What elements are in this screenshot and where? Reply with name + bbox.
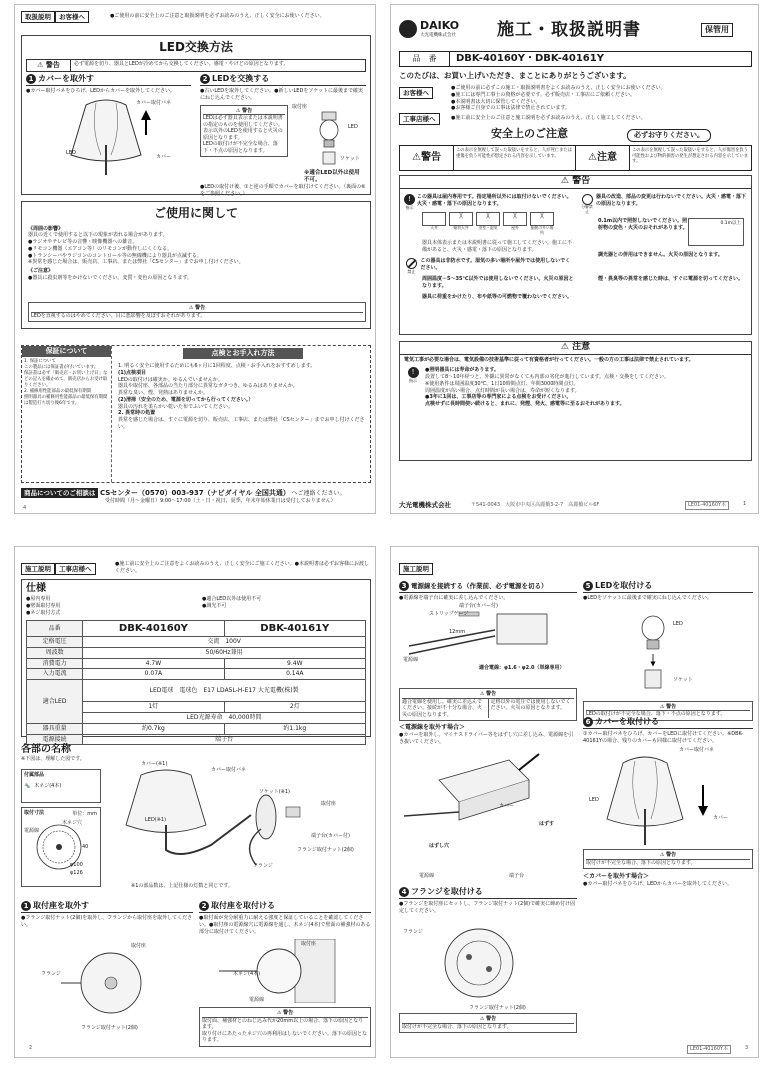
label-part-spring: カバー取付バネ (211, 767, 247, 773)
p2-step1-label-flange: フランジ (41, 971, 61, 977)
cover-remove-title: ＜カバーを取外す場合＞ (583, 873, 650, 881)
parts-title: 各部の名称 (21, 744, 71, 755)
logo-sub: 大光電機株式会社 (420, 33, 456, 39)
cover-remove-text: ●カバー取付バネをひろげ、LEDからカバーを取外してください。 (583, 881, 732, 888)
cs-after: へご連絡ください。 (291, 490, 346, 497)
warn-item-7: 煙・異臭等の異常を感じた時は、すぐに電源を切ってください。 (598, 276, 744, 282)
chui-item-2-title: ●照明器具には寿命があります。 (425, 367, 499, 374)
spec-cell: 約0.7kg (83, 723, 224, 734)
chui-line-2: ※使用条件は周囲温度30℃、1日10時間点灯、年間3000時間点灯。 (425, 380, 579, 387)
spec-row (27, 669, 366, 680)
spec-cell: 0.07A (83, 669, 224, 680)
step-6-warning (583, 849, 753, 869)
label-flange: フランジ (403, 929, 423, 935)
label-flange-nut: フランジ取付ナット(2個) (469, 1005, 526, 1011)
maintenance-item-8: 2. 異常時の処置 (118, 410, 156, 417)
chui-item-1: 電気工事が必要な場合は、電気設備の技術基準に従って有資格者が行ってください。一般の方の工事は法律で禁止されています。 (404, 356, 694, 363)
customer-note-2: ●施工には専門工事士の資格が必要です。必ず販売店・工事店にご依頼ください。 (451, 91, 635, 98)
spec-cell: 電源接続 (27, 734, 83, 745)
cs-contact (21, 489, 371, 505)
step-1-base-remove (21, 901, 193, 1031)
step-2-warning-item-1: LEDは必ず器具表示または本説明書の指定のものを使用してください。表示以外のLEDを使用すると火災の原因となります。 (203, 115, 284, 141)
label-step5-socket: ソケット (673, 677, 693, 683)
safety-title: 安全上のご注意 (491, 127, 568, 140)
label-remove-cover: カバー (499, 803, 515, 809)
tag-contractor: 工事店様へ (55, 563, 96, 575)
usage-heading-2: 《ご注意》 (28, 268, 54, 275)
place-vibration-icon: ╳ 振動の多い場所 (530, 213, 554, 236)
base-remove-illustration (21, 935, 181, 1025)
step-2-title: 2 LEDを交換する (200, 74, 366, 86)
dim-screw-label: 木ネジ穴 (62, 820, 83, 826)
usage-body (28, 226, 364, 282)
label-part-base: 取付座 (321, 801, 337, 807)
accessories-box (21, 769, 101, 803)
cs-label: 商品についてのご相談は (21, 488, 98, 498)
guarantee-body (22, 357, 111, 409)
accessory-label: 木ネジ(4本) (34, 782, 62, 789)
maintenance-title: 点検とお手入れ方法 (183, 348, 303, 359)
header-note: ●ご使用の前に安全上のご注意と取扱説明を必ずお読みのうえ、正しく安全にお使いください。 (110, 13, 325, 19)
dim-wire-label: 電源線 (24, 828, 40, 834)
spec-cell: 2灯 (224, 702, 365, 713)
p2-step2-label-wire: 電源線 (249, 997, 265, 1003)
step-6-text: ①カバー取付バネをひろげ、カバーをLEDに取付けてください。※DBK-40161Yの場合、残りのカバーも同様に取付けてください。 (583, 731, 744, 745)
spec-cell: 器具重量 (27, 723, 83, 734)
warning-banner (26, 59, 366, 72)
p2-step-2-warning (199, 1007, 371, 1047)
spec-right-1: ●適合LED以外は使用不可 (202, 596, 262, 602)
place-ceiling-icon: 天井 (422, 212, 446, 236)
step-3-text: ●電源線を端子台に確実に差し込んでください。 (399, 595, 509, 601)
forbid-icon: 禁止 (404, 258, 418, 274)
parts-footnote: ※1の部品数は、上記仕様の灯数と同じです。 (131, 883, 233, 889)
step-5-warning-text: LEDの取付けが不完全な場合、落下・不点の原因となります。 (586, 711, 726, 718)
label-led-2: LED (348, 124, 358, 130)
spec-cell: LED光源寿命 40,000時間 (83, 712, 366, 723)
step-2-after: ●LEDの取付け後、①と逆の手順でカバーを取付けてください。（裏面の⑥をご参照ください。） (200, 184, 366, 197)
spec-left-3: ●ネジ取付方式 (26, 609, 61, 616)
spec-cell: 約1.1kg (224, 723, 365, 734)
maintenance-item-4: 器具や取付座、各部品の当たり部分に異常なガタつき、ゆるみはありませんか。 (118, 383, 298, 390)
contractor-note: ●施工前に安全上のご注意と施工説明を必ずお読みのうえ、正しく施工してください。 (451, 115, 646, 121)
dim-d2: φ126 (70, 870, 83, 876)
keep-badge: 保管用 (701, 23, 733, 37)
maintenance-column (116, 346, 370, 433)
guarantee-item-2: この製品には保証書が付いています。 (24, 365, 99, 371)
warn-item-2 (580, 194, 748, 215)
step-4-warning-label: ⚠ 警告 (402, 1016, 574, 1024)
page-4 (14, 4, 376, 514)
label-terminal: 端子台(カバー付) (459, 603, 498, 609)
logo-text: DAIKO (420, 19, 460, 32)
remove-title: ＜電源線を取外す場合＞ (399, 724, 466, 732)
maintenance-item-7: 器具の汚れを柔らかい乾いた布でふいてください。 (118, 403, 234, 410)
maintenance-item-6: (2)清掃（安全のため、電源を切ってから行ってください。） (118, 396, 254, 403)
cover-removal-illustration (46, 95, 166, 175)
step-3-warning-a: 適合電線を使用し、確実に差込んでください。接続が不十分な場合、火災の原因となります。 (402, 699, 489, 719)
place-icons (422, 212, 574, 236)
guarantee-title: 保証について (22, 346, 111, 357)
chui-item-2-body (422, 367, 669, 408)
usage-heading-1: 《周囲の影響》 (28, 225, 64, 232)
led-install-illustration (583, 606, 743, 696)
usage-line-1: 器具の近くで使用すると以下の現象が表れる場合があります。 (28, 232, 168, 239)
tag-usage: 取扱説明 (21, 11, 55, 23)
accessory-item (24, 783, 98, 790)
step-5-title: 5 LEDを取付ける (583, 581, 753, 593)
spec-row (27, 723, 366, 734)
remove-text: ●カバーを取外し、マイナスドライバー等をはずし穴に差し込み、電源線を引き抜いてください。 (399, 732, 574, 745)
step-2 (200, 74, 366, 197)
maintenance-item-3: LEDの取付けは確実か。ゆるんでいませんか。 (118, 376, 223, 383)
step-3-title: 3 電源線を接続する（作業前、必ず電源を切る） (399, 581, 577, 593)
parts-section (21, 743, 371, 895)
p2-step-1-title: 1 取付座を取外す (21, 901, 193, 913)
warning-text: 必ず電源を切り、器具とLEDが冷めてから交換してください。感電・やけどの原因となります。 (74, 60, 289, 67)
p2-step2-warning-label: ⚠ 警告 (202, 1010, 368, 1018)
spec-cell: DBK-40160Y (83, 621, 224, 637)
label-remove-terminal: 端子台 (509, 873, 525, 879)
chui-line-3: 周囲温度が高い場合、点灯時間が長い場合は、寿命が短くなります。 (425, 387, 580, 394)
spec-right-2: ●調光不可 (202, 602, 227, 609)
spec-cell: LED電球 電球色 E17 LDA5L-H-E17 大光電機(株)製 (83, 680, 366, 702)
step-1 (26, 74, 191, 178)
usage-warning-label: ⚠ 警告 (31, 305, 363, 313)
spec-left-2: ●壁面取付専用 (26, 602, 61, 609)
warn-item-1 (404, 194, 574, 236)
footer-address: 〒541-0043 大阪市中央区高麗橋3-2-7 高麗橋ビル6F (471, 502, 600, 508)
step-5-text: ●LEDをソケットに最後まで確実にねじ込んでください。 (583, 595, 712, 602)
chui-line-4: ●3年に1回は、工事店等の専門家による点検をお受けください。 (425, 394, 572, 401)
spec-row (27, 647, 366, 658)
page-number-2: 2 (29, 1045, 33, 1051)
wire-remove-illustration (399, 750, 569, 830)
tag-install-3: 施工説明 (399, 563, 433, 575)
label-socket: ソケット (340, 156, 360, 162)
dim-d3: 40 (82, 844, 89, 850)
step-3-warning-body (402, 699, 574, 719)
cover-install-illustration (583, 749, 743, 845)
keigo-title: ⚠ 警告 (400, 176, 751, 189)
spec-cell: 0.14A (224, 669, 365, 680)
header-tags-2 (21, 563, 96, 575)
spec-left-1: ●屋内専用 (26, 596, 51, 602)
step-5-warning-label: ⚠ 警告 (586, 704, 750, 712)
tag-customer: お客様へ (55, 11, 89, 23)
no-disassemble-icon: 分解禁止 (580, 194, 594, 215)
maintenance-item-1: 1. 明るく安全に使用するためにも6ヶ月に1回程度、点検・お手入れをおすすめします。 (118, 363, 316, 370)
label-wire: 電源線 (403, 657, 419, 663)
keigo-box (399, 175, 752, 335)
spec-row (27, 637, 366, 648)
must-keep-badge: 必ずお守りください。 (627, 129, 711, 142)
usage-line-4: ●トランシーバやラジコンのコントロール等の無線機により器具が点滅する。 (28, 252, 202, 259)
def-warn-label: ⚠警告 (400, 146, 454, 170)
spec-cell: 定格電圧 (27, 637, 83, 648)
screw-icon: 🔩 (24, 782, 31, 789)
spec-row (27, 680, 366, 702)
step-4-text: ●フランジを取付座にセットし、フランジ取付ナット(2個)で確実に締め付け固定してください。 (399, 901, 576, 915)
page-number-1: 1 (743, 501, 747, 507)
p2-step2-warning-text-2: 取り付けにあたったネジ穴の再利用はしないでください。落下の原因となります。 (202, 1030, 368, 1044)
customer-note-3: ●本説明書は大切に保管してください。 (451, 98, 541, 105)
step-2-warning-item-2: LEDの取付けが不完全な場合、落下・不点の原因となります。 (203, 141, 278, 154)
must-icon: ! 指示 (405, 195, 414, 210)
chui-line-1: 設置して8～10年経つと、外観に異常がなくても内部の劣化が進行しています。点検・交換をしてください。 (425, 374, 670, 381)
base-install-illustration (199, 939, 359, 1003)
p2-step-2-title: 2 取付座を取付ける (199, 901, 371, 913)
def-caution-label: ⚠注意 (576, 146, 630, 170)
label-step6-spring: カバー取付バネ (679, 747, 715, 753)
page-number-3: 3 (745, 1045, 749, 1051)
spec-right (202, 596, 261, 610)
p2-step1-label-base: 取付座 (131, 943, 147, 949)
label-strip-gauge: ストリップゲージ (429, 611, 469, 617)
warn-item-8: 周囲温度－5～35℃以外では使用しないでください。火災の原因となります。 (422, 276, 574, 289)
label-part-cover: カバー(※1) (141, 761, 168, 767)
p2-step1-label-nut: フランジ取付ナット(2個) (81, 1025, 138, 1031)
page-1 (390, 4, 759, 514)
spec-cell: 1灯 (83, 702, 224, 713)
label-cover: カバー (156, 154, 172, 160)
warn-item-3 (598, 218, 748, 246)
customer-notes (451, 85, 751, 112)
usage-line-5: ※異常を感じた場合は、販売店、工事店、または弊社「CSセンター」までお申し付けください。 (28, 259, 244, 266)
step-4-warning-text: 取付けが不完全な場合、落下の原因となります。 (402, 1023, 512, 1030)
parts-note: ※下図は、理解した図です。 (21, 756, 85, 762)
cs-hours: 受付時間（月～金曜日）9:00～17:00（土・日・祝日、夏季、年末年始休業日は受付しておりません） (105, 498, 336, 505)
page-2 (14, 546, 376, 1058)
step-6 (583, 717, 753, 888)
flange-install-illustration (399, 919, 569, 1009)
usage-warning (28, 302, 366, 322)
tag-install: 施工説明 (21, 563, 55, 575)
spec-cell: 適合LED (27, 680, 83, 724)
place-bath-icon: ╳ 浴室・湿気 (476, 212, 500, 236)
maintenance-item-2: (1)点検項目 (118, 369, 147, 376)
header-tags (21, 11, 89, 23)
compat-note: ※適合LED以外は使用不可。 (304, 170, 360, 184)
def-caution-text: この表示を無視して誤った取扱いをすると、人が傷害を負う可能性および物的損害の発生が想定される内容を示しています。 (632, 148, 749, 165)
brand (399, 19, 459, 39)
guarantee-item-4: 2. 補修用性能部品の最低保有期間 (24, 388, 92, 394)
chui-title: ⚠ 注意 (400, 342, 751, 355)
step-6-warning-text: 取付けが不完全な場合、落下の原因となります。 (586, 859, 696, 866)
must-icon-2: ! 指示 (409, 368, 417, 384)
p2-step2-label-base: 取付座 (301, 941, 317, 947)
label-part-terminal: 端子台(カバー付) (311, 833, 350, 839)
usage-line-2: ●ラジオやテレビ等の音響・映像機器への雑音。 (28, 239, 138, 246)
step-1-title: 1 カバーを取外す (26, 74, 191, 86)
warn-item-4: 器具本体表示または本説明書に従って施工してください。施工に不備があると、火災・感電・落下の原因となります。 (422, 240, 573, 253)
spec-table (26, 620, 366, 745)
chui-line-5: 点検せずに長時間使い続けると、まれに、発煙、発火、感電等に至るおそれがあります。 (425, 401, 625, 408)
step-2-warning (200, 105, 288, 158)
spec-row-product (27, 621, 366, 637)
usage-section (21, 201, 371, 329)
label-step5-led: LED (673, 621, 683, 627)
hazard-definitions (399, 145, 752, 171)
label-step6-cover: カバー (713, 815, 729, 821)
place-slope-icon: ╳ 傾斜天井 (449, 212, 473, 236)
usage-line-3: ●リモコン機器（エアコン等）のリモコンが動作しにくくなる。 (28, 245, 173, 252)
contractor-tag: 工事店様へ (399, 113, 440, 125)
spec-cell: 交流 100V (83, 637, 366, 648)
label-led: LED (66, 150, 76, 156)
maintenance-item-5: 異常な臭い、煙、発熱はありませんか。 (118, 390, 209, 397)
fit-wire-note: 適合電線：φ1.6・φ2.0（単線専用） (479, 665, 565, 671)
warn-item-2-text: 器具の改造、部品の変更は行わないでください。火災・感電・落下の原因となります。 (596, 194, 747, 207)
distance-diagram: 0.1m以上 (688, 218, 744, 246)
page-3 (390, 546, 759, 1058)
step-3 (399, 581, 577, 879)
maintenance-item-9: 異常を感じた場合は、すぐに電源を切り、販売店、工事店、または弊社「CSセンター」までお申し付けください。 (118, 417, 365, 430)
label-part-flange: フランジ (253, 863, 273, 869)
guarantee-item-3: 保証書は必ず「販売店・お買い上げ日」などの記入を確かめて、販売店からお受け取りください。 (24, 370, 108, 388)
spec-cell: 周波数 (27, 647, 83, 658)
step-4-title: 4 フランジを取付ける (399, 887, 577, 899)
spec-cell: 9.4W (224, 658, 365, 669)
spec-cell: DBK-40161Y (224, 621, 365, 637)
step-3-warning (399, 688, 577, 721)
step-2-base-install (199, 901, 371, 1047)
spec-title: 仕様 (26, 583, 46, 594)
maintenance-body (116, 361, 370, 433)
doc-code: LE01-40160Y本 (685, 501, 729, 510)
label-step6-led: LED (589, 797, 599, 803)
daiko-logo-icon (399, 20, 417, 38)
doc-code-3: LE01-40160Y本 (687, 1045, 731, 1054)
step-1-text: ●カバー取付バネをひろげ、LEDからカバーを取外してください。 (26, 88, 175, 95)
spec-cell: 50/60Hz兼用 (83, 647, 366, 658)
spec-cell: 入力電流 (27, 669, 83, 680)
p2-step-2-text: ●取付面が充分耐重力に耐える強度と保証していることを確認してください。●取付座の電源線穴に電源線を通し、木ネジ(4本)で壁面の補強材のある部分に取付けてください。 (199, 915, 371, 935)
place-outdoor-icon: ╳ 屋外 (503, 212, 527, 236)
spec-row (27, 658, 366, 669)
thanks: このたびは、お買い上げいただき、まことにありがとうございます。 (399, 71, 631, 80)
usage-warning-text: LEDを直視するのはやめてください。目に悪影響を及ぼすおそれがあります。 (31, 312, 206, 319)
guarantee-item-1: 1. 保証について (24, 359, 56, 365)
usage-caution-line: ●器具に殺虫剤等をかけないでください。変質・変色の原因となります。 (28, 274, 192, 281)
led-replace-section (21, 35, 371, 195)
hinban-value: DBK-40160Y・DBK-40161Y (456, 53, 604, 64)
dim-d1: φ100 (70, 862, 83, 868)
cs-center: CSセンター（0570）003-937（ナビダイヤル 全国共通） (99, 489, 290, 497)
spec-cell: 品番 (27, 621, 83, 637)
label-holder: 取付座 (292, 104, 308, 110)
footer-company: 大光電機株式会社 (399, 501, 451, 509)
step-3-warning-b: 定格以外の電圧では使用しないでください。火災の原因となります。 (490, 698, 571, 712)
warn-item-1-text: この器具は屋内専用です。指定場所以外には取付けないでください。火災・感電・落下の原因となります。 (417, 194, 572, 207)
doc-title: 施工・取扱説明書 (497, 20, 641, 40)
guarantee-maintenance (21, 345, 371, 483)
chui-box (399, 341, 752, 461)
spec-section (21, 579, 371, 743)
base-unit: 単位：mm (72, 811, 97, 817)
page-number: 4 (23, 505, 27, 511)
spec-cell: 端子台 (83, 734, 366, 745)
warn-item-9: 器具に荷重をかけたり、布や紙等の可燃物で覆わないでください。 (422, 294, 573, 300)
header-note-2: ●施工前に安全上のご注意をよくお読みのうえ、正しく安全にご施工ください。●本説明書は必ずお客様にお渡しください。 (115, 561, 370, 574)
warn-item-5: 調光器との併用はできません。火災の原因となります。 (598, 252, 723, 258)
spec-left (26, 596, 60, 616)
label-part-led: LED(※1) (145, 817, 167, 823)
label-remove-wire: 電源線 (419, 873, 435, 879)
label-part-socket: ソケット(※1) (259, 789, 290, 795)
step-2-text: ●古いLEDを取外してください。●新しいLEDをソケットに最後まで確実にねじ込んでください。 (200, 88, 364, 102)
label-spring: カバー取付バネ (136, 100, 172, 106)
section-title: LED交換方法 (159, 40, 233, 54)
step-4-warning (399, 1013, 577, 1033)
p2-step-1-text: ●フランジ取付ナット(2個)を取外し、フランジから取付座を取外してください。 (21, 915, 193, 929)
base-dims-title: 取付寸法 (24, 810, 45, 816)
step-4 (399, 887, 577, 1033)
warn-item-6 (404, 258, 574, 274)
label-remove-arrow: はずす (539, 821, 555, 827)
product-number-row (399, 51, 752, 67)
customer-note-4: ●お客様ご自身での工事は法律で禁止されています。 (451, 105, 570, 112)
step-3-warning-label: ⚠ 警告 (402, 691, 574, 699)
base-dims-box (21, 807, 101, 887)
guarantee-column (22, 346, 112, 482)
warn-item-3-text: 0.1m以内で照射しないでください。照射物の変色・火災のおそれがあります。 (598, 218, 688, 231)
p2-step2-warning-text-1: 取付面、補強材とのねじ込み代が20mm以上の場合、落下の原因となります。 (202, 1017, 364, 1031)
usage-title: ご使用に関して (153, 206, 238, 220)
label-part-nut: フランジ取付ナット(2個) (297, 847, 354, 853)
customer-tag: お客様へ (399, 87, 433, 99)
step-5 (583, 581, 753, 721)
chui-item-2 (400, 365, 751, 410)
label-strip-length: 12mm (449, 629, 466, 635)
warn-item-6-text: この器具は非防水です。湿気の多い場所や屋外では使用しないでください。 (420, 258, 571, 271)
customer-note-1: ●ご使用の前に必ずこの施工・取扱説明書をよくお読みのうえ、正しく安全にお使いください。 (451, 85, 666, 91)
accessories-title: 付属部品 (24, 772, 45, 778)
def-warn-text: この表示を無視して誤った取扱いをすると、人が死亡または重傷を負う可能性が想定される内容を示しています。 (454, 146, 576, 170)
label-remove-hole: はずし穴 (429, 843, 450, 849)
spec-cell: 消費電力 (27, 658, 83, 669)
step-2-warning-label: ⚠ 警告 (203, 108, 285, 116)
step-6-title: 6 カバーを取付ける (583, 717, 753, 729)
guarantee-item-5: 照明器具の補修用性能部品の最低保有期間は製造打ち切り後6年です。 (24, 394, 108, 406)
spec-cell: 4.7W (83, 658, 224, 669)
p2-step2-label-screw: 木ネジ(4本) (233, 971, 261, 977)
warning-label: ⚠ 警告 (27, 60, 71, 71)
hinban-label: 品 番 (400, 52, 450, 66)
step-6-warning-label: ⚠ 警告 (586, 852, 750, 860)
